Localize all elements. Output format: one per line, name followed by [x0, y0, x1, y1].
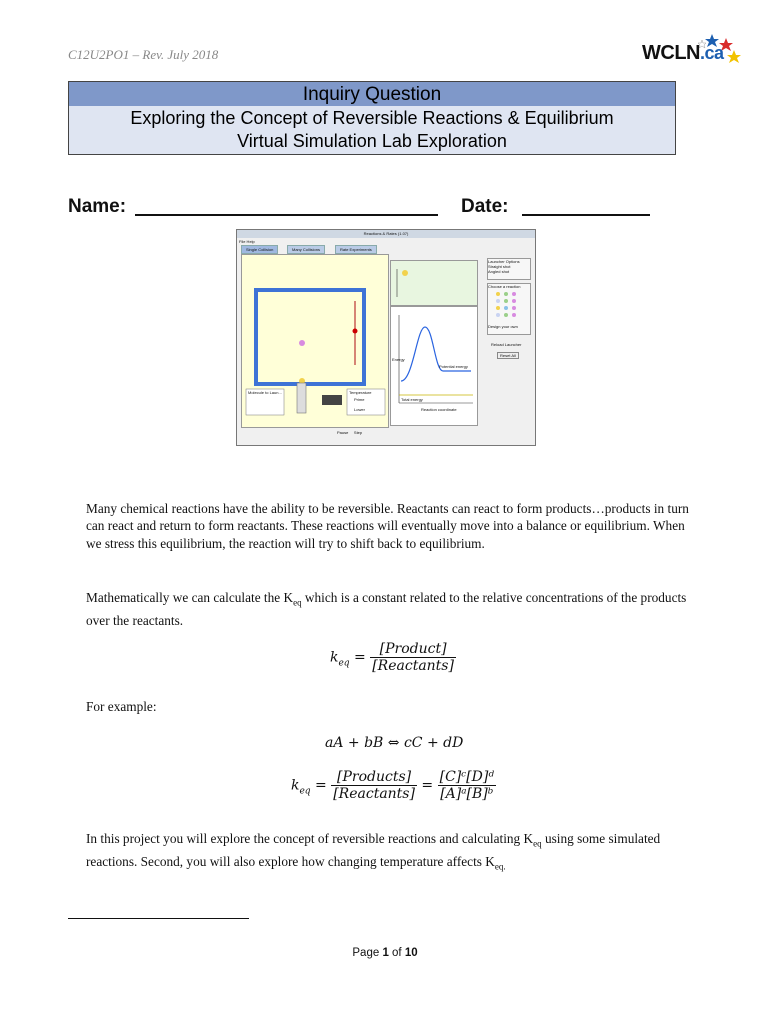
sim-launcher-title: Launcher Options — [488, 259, 520, 264]
sim-reaction-choices — [488, 289, 530, 323]
sim-step-button: Step — [353, 430, 363, 435]
sim-temp-hot: Prime — [354, 397, 365, 402]
sim-play-area-graphics — [242, 255, 388, 427]
sim-tab-single: Single Collision — [241, 245, 278, 254]
sim-launcher-options — [487, 258, 531, 280]
sim-energy-axis-label: Energy — [392, 357, 405, 362]
document-code: C12U2PO1 – Rev. July 2018 — [68, 47, 219, 62]
sim-molecule-box-title: Molecule to Laun... — [248, 390, 282, 395]
sim-side-controls — [487, 258, 531, 368]
date-label: Date: — [461, 196, 509, 217]
sim-potential-energy-label: Potential energy — [439, 364, 468, 369]
logo-text: WCLN.ca — [642, 42, 724, 64]
sim-choose-reaction — [487, 283, 531, 335]
footnote-separator — [68, 918, 249, 919]
example-label: For example: — [86, 699, 157, 714]
sim-reset-button: Reset All — [497, 352, 519, 359]
intro-paragraph: Many chemical reactions have the ability to be reversible. Reactants can react to form products…products in turn can react and return to form reactants. These reactions will eventually move into a balance or equilibrium. When we stress this equilibrium, the reaction will try to shift back to equilibrium. — [86, 501, 689, 551]
sim-temperature-title: Temperature — [349, 390, 372, 395]
project-paragraph: In this project you will explore the concept of reversible reactions and calculating $K_{eq}$ using some simulated reactions. Second, you will also explore how changing temperature affects $K_{eq.}$ — [86, 831, 661, 872]
sim-angled-shot: Angled shot — [488, 269, 510, 274]
title-banner: Inquiry Question — [68, 81, 676, 108]
sim-design-own: Design your own — [488, 324, 518, 329]
wcln-logo — [642, 30, 742, 72]
sim-energy-top-panel — [390, 260, 478, 306]
sim-playback-bar — [337, 430, 362, 435]
sim-menu: File Help — [239, 239, 255, 244]
sim-tab-many: Many Collisions — [287, 245, 325, 254]
sim-total-energy-label: Total energy — [401, 397, 423, 402]
sim-choose-title: Choose a reaction — [488, 284, 521, 289]
date-field[interactable] — [522, 214, 650, 216]
sim-play-area — [241, 254, 389, 428]
sim-reaction-coordinate-label: Reaction coordinate — [421, 407, 457, 412]
keq-formula: $k_{eq}$ = $\frac{\text{[Product]}}{\text{[Reactants]}}$ — [330, 641, 454, 674]
general-equation: aA + bB ⇔ cC + dD — [325, 735, 464, 751]
name-field[interactable] — [135, 214, 438, 216]
name-label: Name: — [68, 196, 127, 217]
sim-straight-shot: Straight shot — [488, 264, 511, 269]
sim-reload-label: Reload Launcher — [491, 342, 522, 347]
sim-pause-button: Pause — [337, 430, 349, 435]
page-number: Page 1 of 10 — [352, 947, 418, 959]
title-subbanner — [68, 106, 676, 155]
sim-temp-low: Lower — [354, 407, 365, 412]
sim-energy-top-graphics — [391, 261, 477, 305]
sim-window-title: Reactions & Rates (1.07) — [237, 230, 535, 238]
keq-general-formula: $k_{eq}$ = $\frac{\text{[Products]}}{\text{[Reactants]}}$ = $\frac{\text{[C]ᶜ[D]ᵈ}}{\text{[A]ᵃ[B]ᵇ}}$ — [291, 769, 494, 802]
simulation-screenshot — [236, 229, 536, 446]
title-line-2: Exploring the Concept of Reversible Reactions & Equilibrium — [130, 108, 614, 128]
title-line-3: Virtual Simulation Lab Exploration — [237, 131, 507, 151]
sim-tab-rate: Rate Experiments — [335, 245, 377, 254]
sim-energy-graph — [390, 306, 478, 426]
keq-paragraph: Mathematically we can calculate the $K_{eq}$ which is a constant related to the relative concentrations of the products over the reactants. — [86, 590, 687, 629]
